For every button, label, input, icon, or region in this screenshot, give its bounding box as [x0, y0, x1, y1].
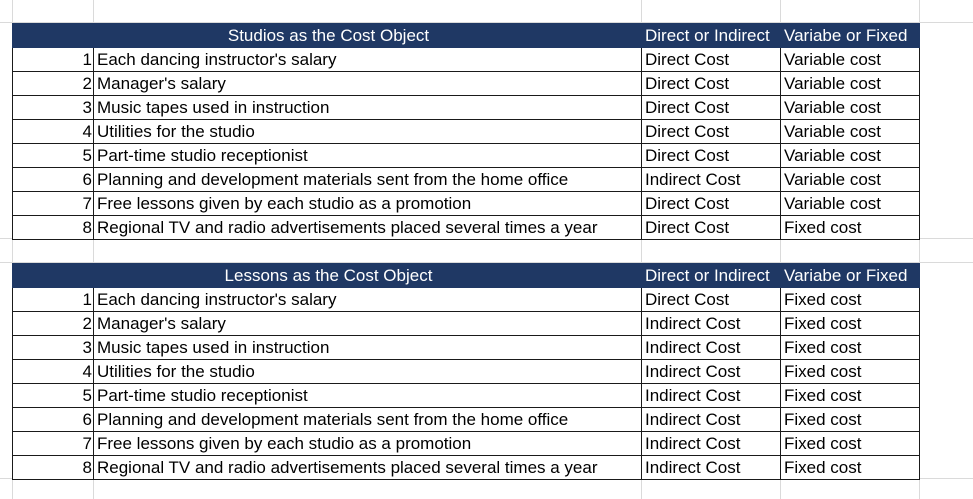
row-number[interactable]: 6: [13, 168, 94, 192]
table-row: [13, 192, 920, 216]
direct-indirect-cell[interactable]: Direct Cost: [642, 216, 781, 240]
table-row: [13, 456, 920, 480]
row-number[interactable]: 5: [13, 144, 94, 168]
variable-fixed-cell[interactable]: Variable cost: [781, 120, 920, 144]
table-header-row: [13, 24, 920, 48]
row-number[interactable]: 1: [13, 48, 94, 72]
direct-indirect-cell[interactable]: Indirect Cost: [642, 168, 781, 192]
row-number[interactable]: 3: [13, 336, 94, 360]
cost-item-cell[interactable]: Music tapes used in instruction: [94, 96, 642, 120]
variable-fixed-cell[interactable]: Fixed cost: [781, 432, 920, 456]
cost-item-cell[interactable]: Each dancing instructor's salary: [94, 48, 642, 72]
variable-fixed-header[interactable]: Variabe or Fixed: [781, 264, 920, 288]
cost-item-cell[interactable]: Free lessons given by each studio as a promotion: [94, 432, 642, 456]
table-row: [13, 408, 920, 432]
variable-fixed-cell[interactable]: Fixed cost: [781, 456, 920, 480]
row-number[interactable]: 4: [13, 360, 94, 384]
table-row: [13, 144, 920, 168]
cost-item-cell[interactable]: Utilities for the studio: [94, 120, 642, 144]
table-row: [13, 216, 920, 240]
variable-fixed-cell[interactable]: Fixed cost: [781, 384, 920, 408]
cost-item-cell[interactable]: Regional TV and radio advertisements placed several times a year: [94, 216, 642, 240]
direct-indirect-cell[interactable]: Direct Cost: [642, 96, 781, 120]
cost-item-cell[interactable]: Manager's salary: [94, 312, 642, 336]
table-title[interactable]: Studios as the Cost Object: [13, 24, 642, 48]
variable-fixed-cell[interactable]: Variable cost: [781, 96, 920, 120]
direct-indirect-cell[interactable]: Direct Cost: [642, 48, 781, 72]
direct-indirect-cell[interactable]: Indirect Cost: [642, 360, 781, 384]
row-number[interactable]: 3: [13, 96, 94, 120]
variable-fixed-cell[interactable]: Variable cost: [781, 144, 920, 168]
variable-fixed-header[interactable]: Variabe or Fixed: [781, 24, 920, 48]
row-number[interactable]: 2: [13, 72, 94, 96]
cost-item-cell[interactable]: Part-time studio receptionist: [94, 384, 642, 408]
direct-indirect-cell[interactable]: Indirect Cost: [642, 456, 781, 480]
direct-indirect-cell[interactable]: Direct Cost: [642, 120, 781, 144]
cost-item-cell[interactable]: Planning and development materials sent from the home office: [94, 408, 642, 432]
cost-item-cell[interactable]: Utilities for the studio: [94, 360, 642, 384]
variable-fixed-cell[interactable]: Variable cost: [781, 192, 920, 216]
table-row: [13, 312, 920, 336]
cost-item-cell[interactable]: Each dancing instructor's salary: [94, 288, 642, 312]
row-number[interactable]: 8: [13, 456, 94, 480]
cost-item-cell[interactable]: Planning and development materials sent from the home office: [94, 168, 642, 192]
variable-fixed-cell[interactable]: Variable cost: [781, 72, 920, 96]
cost-item-cell[interactable]: Part-time studio receptionist: [94, 144, 642, 168]
direct-indirect-cell[interactable]: Direct Cost: [642, 72, 781, 96]
variable-fixed-cell[interactable]: Fixed cost: [781, 408, 920, 432]
direct-indirect-header[interactable]: Direct or Indirect: [642, 264, 781, 288]
variable-fixed-cell[interactable]: Fixed cost: [781, 216, 920, 240]
table-row: [13, 432, 920, 456]
variable-fixed-cell[interactable]: Fixed cost: [781, 288, 920, 312]
row-number[interactable]: 8: [13, 216, 94, 240]
table-row: [13, 288, 920, 312]
table-row: [13, 96, 920, 120]
direct-indirect-cell[interactable]: Direct Cost: [642, 192, 781, 216]
direct-indirect-cell[interactable]: Indirect Cost: [642, 432, 781, 456]
table-row: [13, 336, 920, 360]
lessons-cost-table: [12, 263, 920, 480]
studios-cost-table: [12, 23, 920, 240]
table-row: [13, 120, 920, 144]
cost-item-cell[interactable]: Manager's salary: [94, 72, 642, 96]
table-title[interactable]: Lessons as the Cost Object: [13, 264, 642, 288]
row-number[interactable]: 6: [13, 408, 94, 432]
row-number[interactable]: 7: [13, 192, 94, 216]
row-number[interactable]: 2: [13, 312, 94, 336]
cost-item-cell[interactable]: Music tapes used in instruction: [94, 336, 642, 360]
variable-fixed-cell[interactable]: Fixed cost: [781, 312, 920, 336]
row-number[interactable]: 4: [13, 120, 94, 144]
direct-indirect-header[interactable]: Direct or Indirect: [642, 24, 781, 48]
table-row: [13, 360, 920, 384]
row-number[interactable]: 7: [13, 432, 94, 456]
variable-fixed-cell[interactable]: Variable cost: [781, 48, 920, 72]
direct-indirect-cell[interactable]: Indirect Cost: [642, 312, 781, 336]
table-row: [13, 168, 920, 192]
variable-fixed-cell[interactable]: Variable cost: [781, 168, 920, 192]
cost-item-cell[interactable]: Regional TV and radio advertisements placed several times a year: [94, 456, 642, 480]
direct-indirect-cell[interactable]: Direct Cost: [642, 144, 781, 168]
direct-indirect-cell[interactable]: Indirect Cost: [642, 336, 781, 360]
row-number[interactable]: 5: [13, 384, 94, 408]
table-header-row: [13, 264, 920, 288]
table-row: [13, 48, 920, 72]
cost-item-cell[interactable]: Free lessons given by each studio as a promotion: [94, 192, 642, 216]
direct-indirect-cell[interactable]: Indirect Cost: [642, 384, 781, 408]
direct-indirect-cell[interactable]: Indirect Cost: [642, 408, 781, 432]
table-row: [13, 384, 920, 408]
variable-fixed-cell[interactable]: Fixed cost: [781, 360, 920, 384]
direct-indirect-cell[interactable]: Direct Cost: [642, 288, 781, 312]
table-row: [13, 72, 920, 96]
variable-fixed-cell[interactable]: Fixed cost: [781, 336, 920, 360]
row-number[interactable]: 1: [13, 288, 94, 312]
